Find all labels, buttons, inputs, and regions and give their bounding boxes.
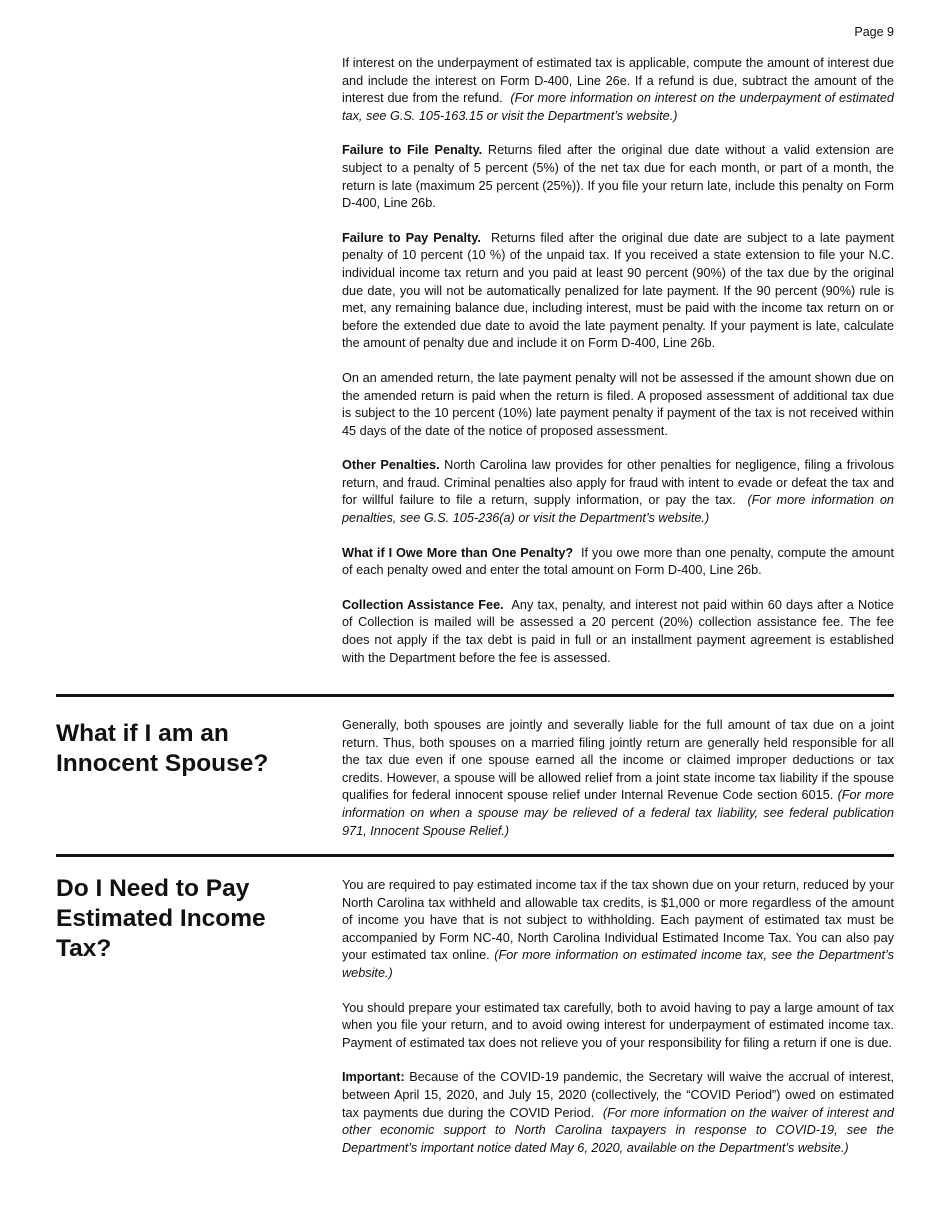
penalties-section: [342, 55, 894, 667]
estimated-tax-note: (For more information on estimated income tax, see the Department’s website.): [342, 948, 894, 980]
section-divider-2: [56, 854, 894, 857]
page-number: Page 9: [854, 25, 894, 39]
interest-note: (For more information on interest on the underpayment of estimated tax, see G.S. 105-163.15 or visit the Department’s website.): [342, 91, 894, 123]
collection-fee-lead: Collection Assistance Fee.: [342, 597, 504, 612]
covid-note: (For more information on the waiver of interest and other economic support to North Carolina taxpayers in response to COVID-19, see the Department’s important notice dated May 6, 2020, available on the Department’s website.): [342, 1105, 894, 1155]
failure-to-file-paragraph: Failure to File Penalty. Returns filed after the original due date without a valid extension are subject to a penalty of 5 percent (5%) of the net tax due for each month, or part of a month, the return is late (maximum 25 percent (25%)). If you file your return late, include this penalty on Form D-400, Line 26b.: [342, 143, 894, 211]
innocent-spouse-note: (For more information on when a spouse may be relieved of a federal tax liability, see federal publication 971, Innocent Spouse Relief.): [342, 788, 894, 838]
interest-paragraph: If interest on the underpayment of estimated tax is applicable, compute the amount of interest due and include the interest on Form D-400, Line 26e. If a refund is due, subtract the amount of the interest due from the refund. (For more information on interest on the underpayment of estimated tax, see G.S. 105-163.15 or visit the Department’s website.): [342, 56, 894, 123]
failure-to-pay-paragraph: Failure to Pay Penalty. Returns filed after the original due date are subject to a late payment penalty of 10 percent (10 %) of the unpaid tax. If you received a state extension to file your N.C. individual income tax return and you paid at least 90 percent (90%) of the tax due by the original due date, you will not be automatically penalized for late payment. If the 90 percent (90%) rule is met, any remaining balance due, including interest, must be paid with the income tax return on or before the extended due date to avoid the late payment penalty. If your payment is late, calculate the amount of penalty due and include it on Form D-400, Line 26b.: [342, 230, 894, 351]
estimated-tax-preparation-paragraph: You should prepare your estimated tax carefully, both to avoid having to pay a large amount of tax when you file your return, and to avoid owing interest for underpayment of estimated income tax. Payment of estimated tax does not relieve you of your responsibility for filing a return if one is due.: [342, 1000, 894, 1050]
innocent-spouse-paragraph: Generally, both spouses are jointly and severally liable for the full amount of tax due on a joint return. Thus, both spouses on a married filing jointly return are generally held responsible for all the tax due even if one spouse earned all the income or claimed improper deductions or tax credits. However, a spouse will be allowed relief from a joint state income tax liability if the spouse qualifies for federal innocent spouse relief under Internal Revenue Code section 6015. (For more information on when a spouse may be relieved of a federal tax liability, see federal publication 971, Innocent Spouse Relief.): [342, 718, 894, 838]
estimated-tax-requirement-paragraph: You are required to pay estimated income tax if the tax shown due on your return, reduced by your North Carolina tax withheld and allowable tax credits, is $1,000 or more regardless of the amount of income you have that is not subject to withholding. Each payment of estimated tax must be accompanied by Form NC-40, North Carolina Individual Estimated Income Tax. You can also pay your estimated tax online. (For more information on estimated income tax, see the Department’s website.): [342, 878, 894, 980]
more-than-one-penalty-lead: What if I Owe More than One Penalty?: [342, 545, 574, 560]
other-penalties-lead: Other Penalties.: [342, 458, 440, 473]
failure-to-file-lead: Failure to File Penalty.: [342, 143, 483, 158]
collection-fee-paragraph: Collection Assistance Fee. Any tax, penalty, and interest not paid within 60 days after a Notice of Collection is mailed will be assessed a 20 percent (20%) collection assistance fee. The fee does not apply if the tax debt is paid in full or an installment payment agreement is established with the Department before the fee is assessed.: [342, 597, 894, 665]
failure-to-pay-lead: Failure to Pay Penalty.: [342, 230, 481, 245]
estimated-tax-heading: Do I Need to Pay Estimated Income Tax?: [56, 875, 266, 962]
section-divider-1: [56, 694, 894, 697]
more-than-one-penalty-paragraph: What if I Owe More than One Penalty? If you owe more than one penalty, compute the amount of each penalty owed and enter the total amount on Form D-400, Line 26b.: [342, 545, 894, 578]
innocent-spouse-heading: What if I am an Innocent Spouse?: [56, 720, 269, 777]
amended-return-paragraph: On an amended return, the late payment penalty will not be assessed if the amount shown due on the amended return is paid when the return is filed. A proposed assessment of additional tax due is subject to the 10 percent (10%) late payment penalty if payment of the tax is not received within 45 days of the date of the notice of proposed assessment.: [342, 370, 894, 438]
other-penalties-paragraph: Other Penalties. North Carolina law provides for other penalties for negligence, filing a frivolous return, and fraud. Criminal penalties also apply for fraud with intent to evade or defeat the tax and for willful failure to file a return, supply information, or pay the tax. (For more information on penalties, see G.S. 105-236(a) or visit the Department’s website.): [342, 458, 894, 526]
other-penalties-note: (For more information on penalties, see G.S. 105-236(a) or visit the Department’s website.): [342, 493, 894, 526]
covid-important-paragraph: Important: Because of the COVID-19 pandemic, the Secretary will waive the accrual of interest, between April 15, 2020, and July 15, 2020 (collectively, the “COVID Period”) owed on estimated tax payments due during the COVID Period. (For more information on the waiver of interest and other economic support to North Carolina taxpayers in response to COVID-19, see the Department’s important notice dated May 6, 2020, available on the Department’s website.): [342, 1070, 895, 1155]
innocent-spouse-section: [342, 717, 894, 840]
estimated-tax-section: [342, 877, 894, 1157]
important-lead: Important:: [342, 1070, 405, 1085]
